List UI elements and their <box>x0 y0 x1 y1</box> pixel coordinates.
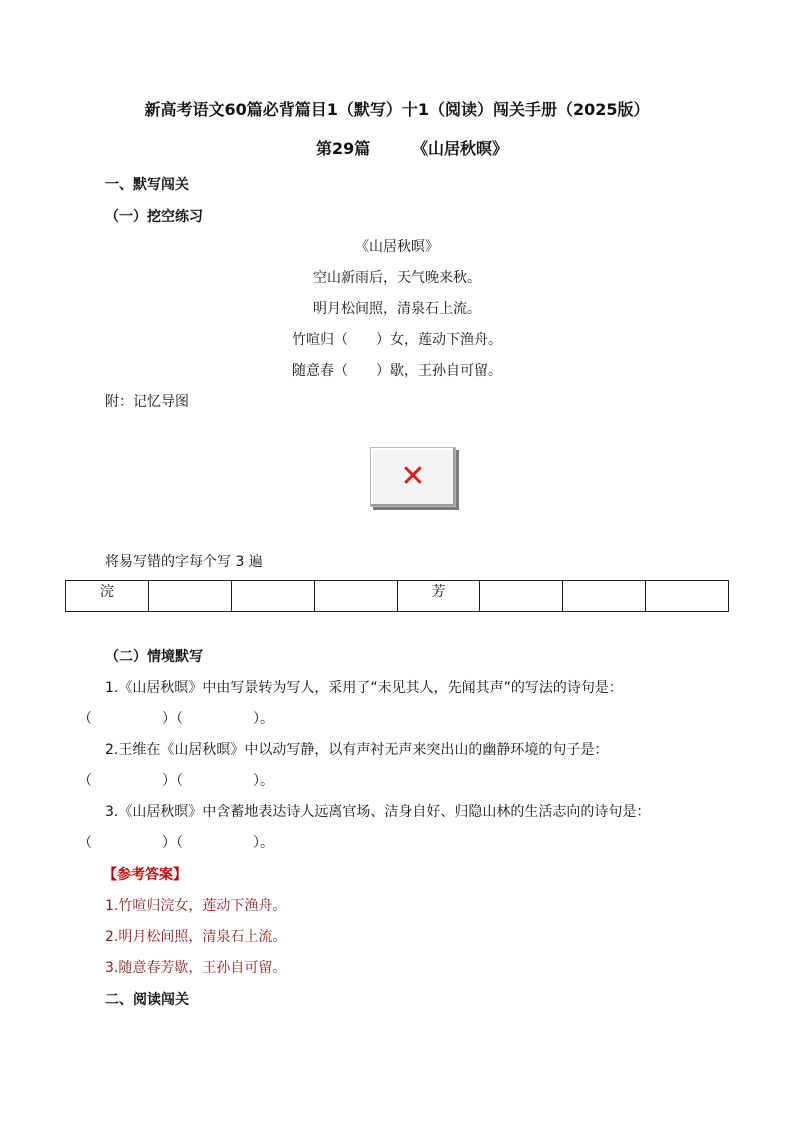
poem-line-blank: 随意春（ ）歇，王孙自可留。 <box>292 363 502 379</box>
reference-answer-heading: 【参考答案】 <box>103 867 187 883</box>
poem-line: 明月松间照，清泉石上流。 <box>313 301 481 317</box>
article-number: 第29篇 <box>316 139 371 158</box>
question-prompt: 3.《山居秋暝》中含蓄地表达诗人远离官场、洁身自好、归隐山林的生活志向的诗句是： <box>105 804 651 820</box>
practice-cell[interactable] <box>646 581 729 612</box>
answer-blanks[interactable]: （ ）（ ）。 <box>78 711 274 727</box>
practice-cell: 芳 <box>397 581 480 612</box>
article-name: 《山居秋暝》 <box>412 139 509 158</box>
practice-cell: 浣 <box>66 581 149 612</box>
document-title: 新高考语文60篇必背篇目1（默写）十1（阅读）闯关手册（2025版） <box>144 100 650 119</box>
poem-line: 空山新雨后，天气晚来秋。 <box>313 270 481 286</box>
practice-cell[interactable] <box>148 581 231 612</box>
practice-table <box>65 580 729 612</box>
poem-title: 《山居秋暝》 <box>355 239 439 255</box>
subsection-heading-fill-blank: （一）挖空练习 <box>105 209 203 225</box>
practice-cell[interactable] <box>480 581 563 612</box>
practice-label: 将易写错的字每个写 3 遍 <box>105 554 263 570</box>
poem-line-blank: 竹喧归（ ）女，莲动下渔舟。 <box>292 332 502 348</box>
reference-answer: 1.竹喧归浣女，莲动下渔舟。 <box>105 898 287 914</box>
answer-blanks[interactable]: （ ）（ ）。 <box>78 773 274 789</box>
section-heading-dictation: 一、默写闯关 <box>105 177 189 193</box>
section-heading-reading: 二、阅读闯关 <box>105 992 189 1008</box>
table-row <box>66 581 729 612</box>
practice-cell[interactable] <box>231 581 314 612</box>
broken-image-icon: ✕ <box>400 459 426 494</box>
reference-answer: 2.明月松间照，清泉石上流。 <box>105 929 287 945</box>
appendix-label: 附：记忆导图 <box>105 394 189 410</box>
practice-cell[interactable] <box>314 581 397 612</box>
practice-cell[interactable] <box>563 581 646 612</box>
question-prompt: 1.《山居秋暝》中由写景转为写人，采用了“未见其人，先闻其声”的写法的诗句是： <box>105 680 623 696</box>
answer-blanks[interactable]: （ ）（ ）。 <box>78 835 274 851</box>
mind-map-image-placeholder <box>370 447 456 507</box>
subsection-heading-situational: （二）情境默写 <box>105 649 203 665</box>
reference-answer: 3.随意春芳歇，王孙自可留。 <box>105 960 287 976</box>
question-prompt: 2.王维在《山居秋暝》中以动写静，以有声衬无声来突出山的幽静环境的句子是： <box>105 742 609 758</box>
